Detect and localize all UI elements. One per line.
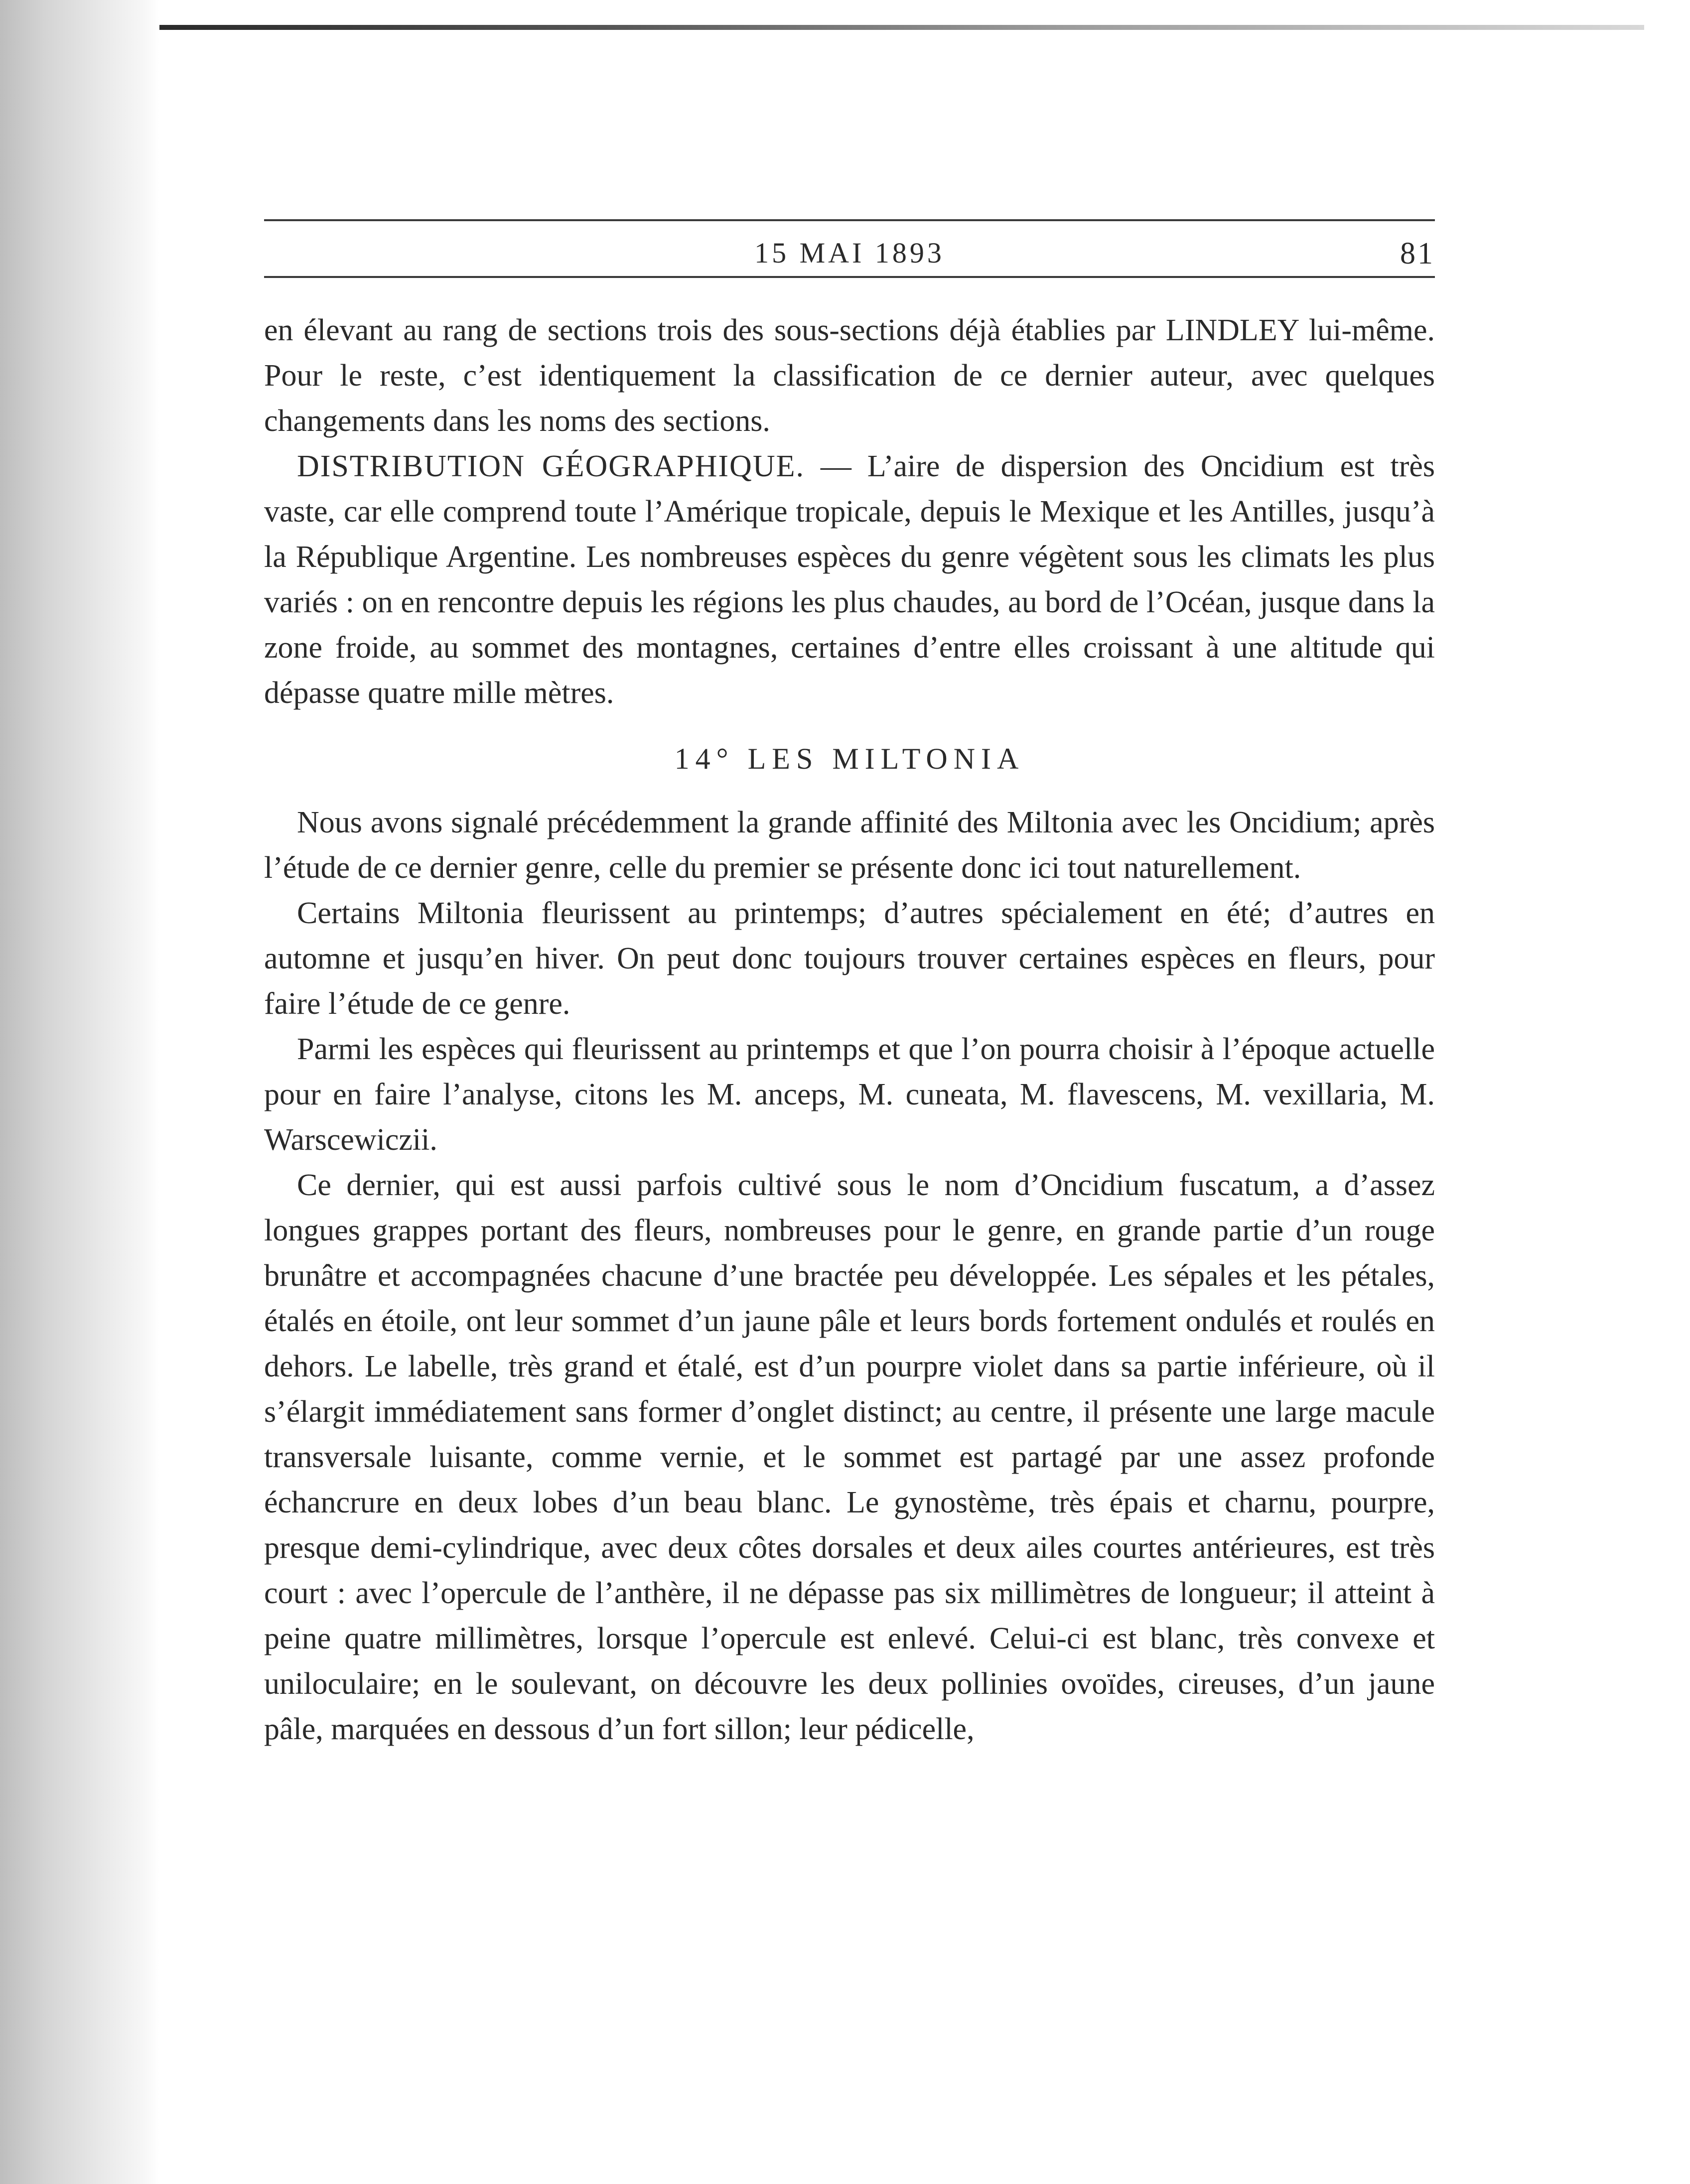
- header-bottom-rule: [264, 276, 1435, 278]
- paragraph: [264, 444, 1435, 716]
- page-number: 81: [1400, 237, 1435, 271]
- paragraph-body: — L’aire de dispersion des Oncidium est très vaste, car elle comprend toute l’Amérique tropicale, depuis le Mexique et les Antilles, jusqu’à la République Argentine. Les nombreuses espèces du genre végètent sous les climats les plus variés : on en rencontre depuis les régions les plus chaudes, au bord de l’Océan, jusque dans la zone froide, au sommet des montagnes, certaines d’entre elles croissant à une altitude qui dépasse quatre mille mètres.: [264, 449, 1435, 710]
- page-top-edge: [159, 25, 1644, 30]
- running-head-date: 15 MAI 1893: [754, 237, 945, 269]
- binding-shadow: [0, 0, 159, 2184]
- paragraph: Parmi les espèces qui fleurissent au printemps et que l’on pourra choisir à l’époque actuelle pour en faire l’analyse, citons les M. anceps, M. cuneata, M. flavescens, M. vexillaria, M. Warscewiczii.: [264, 1032, 1435, 1157]
- section-heading: 14° LES MILTONIA: [674, 742, 1025, 775]
- paragraph: Nous avons signalé précédemment la grande affinité des Miltonia avec les Oncidium; après l’étude de ce dernier genre, celle du premier se présente donc ici tout naturellement.: [264, 806, 1435, 885]
- paragraph: Ce dernier, qui est aussi parfois cultivé sous le nom d’Oncidium fuscatum, a d’assez longues grappes portant des fleurs, nombreuses pour le genre, en grande partie d’un rouge brunâtre et accompagnées chacune d’une bractée peu développée. Les sépales et les pétales, étalés en étoile, ont leur sommet d’un jaune pâle et leurs bords fortement ondulés et roulés en dehors. Le labelle, très grand et étalé, est d’un pourpre violet dans sa partie inférieure, où il s’élargit immédiatement sans former d’onglet distinct; au centre, il présente une large macule transversale luisante, comme vernie, et le sommet est partagé par une assez profonde échancrure en deux lobes d’un beau blanc. Le gynostème, très épais et charnu, pourpre, presque demi-cylindrique, avec deux côtes dorsales et deux ailes courtes antérieures, est très court : avec l’opercule de l’anthère, il ne dépasse pas six millimètres de longueur; il atteint à peine quatre millimètres, lorsque l’opercule est enlevé. Celui-ci est blanc, très convexe et uniloculaire; en le soulevant, on découvre les deux pollinies ovoïdes, cireuses, d’un jaune pâle, marquées en dessous d’un fort sillon; leur pédicelle,: [264, 1168, 1435, 1746]
- paragraph: en élevant au rang de sections trois des sous-sections déjà établies par LINDLEY lui-même. Pour le reste, c’est identiquement la classification de ce dernier auteur, avec quelques changements dans les noms des sections.: [264, 313, 1435, 438]
- paragraph-lead: DISTRIBUTION GÉOGRAPHIQUE.: [297, 449, 805, 483]
- page: [264, 219, 1435, 1752]
- paragraph: Certains Miltonia fleurissent au printemps; d’autres spécialement en été; d’autres en automne et jusqu’en hiver. On peut donc toujours trouver certaines espèces en fleurs, pour faire l’étude de ce genre.: [264, 896, 1435, 1021]
- body-text: [264, 308, 1435, 1752]
- running-head: [264, 221, 1435, 276]
